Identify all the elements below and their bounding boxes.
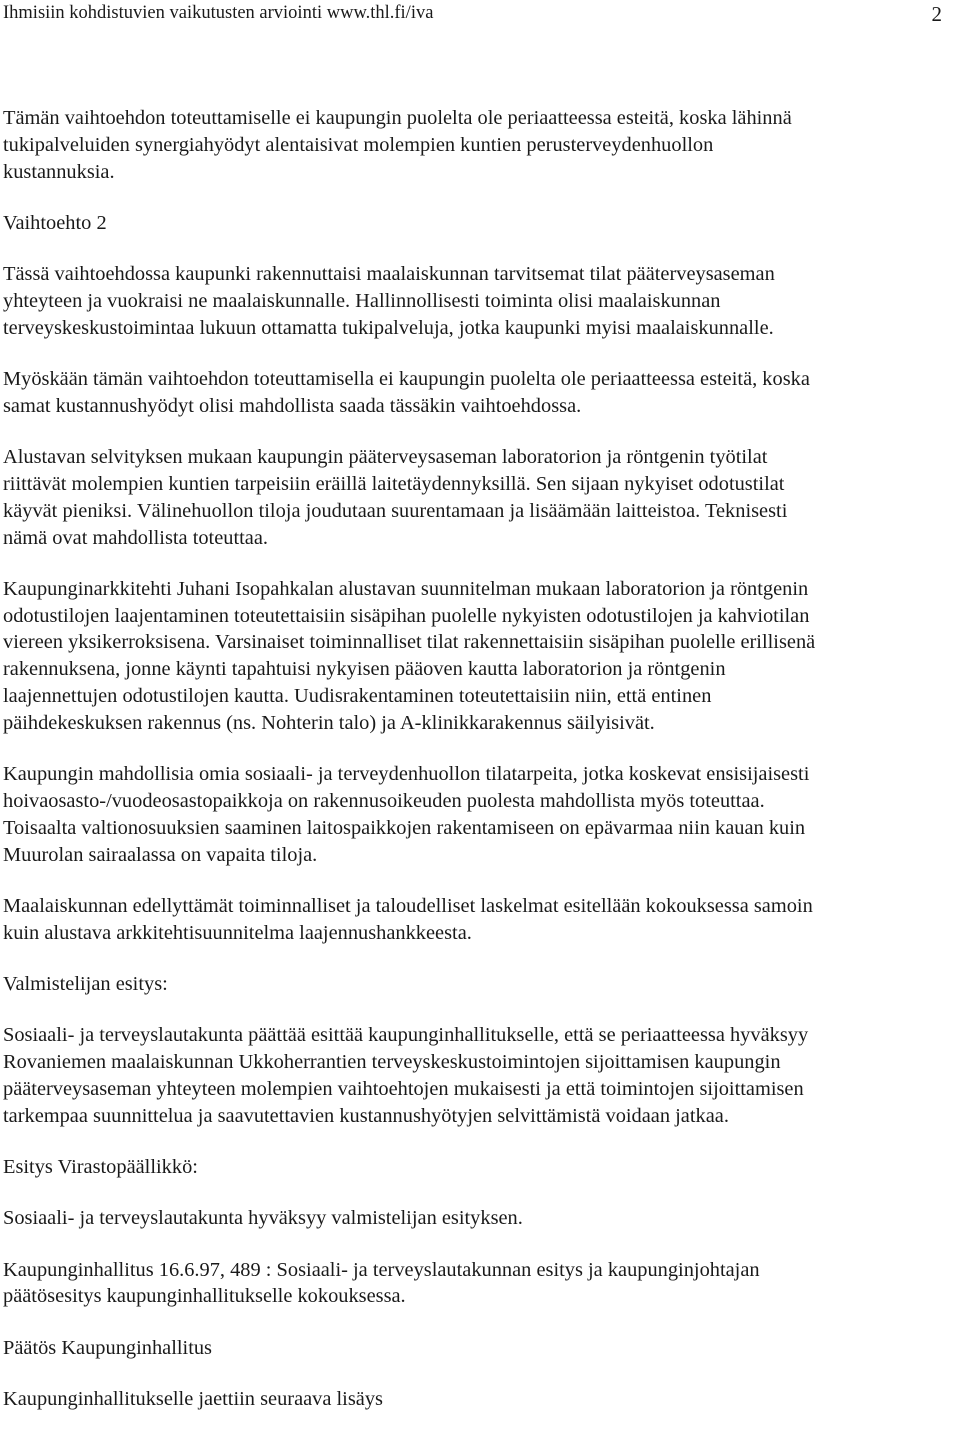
paragraph xyxy=(3,1335,948,1362)
paragraph xyxy=(3,444,948,551)
text-line: kustannuksia. xyxy=(3,160,115,183)
paragraph xyxy=(3,893,948,947)
text-line: Kaupunginhallitus 16.6.97, 489 : Sosiaali- ja terveyslautakunnan esitys ja kaupunginjohtajan xyxy=(3,1258,760,1281)
text-line: päätösesitys kaupunginhallitukselle kokouksessa. xyxy=(3,1285,406,1308)
paragraph xyxy=(3,1154,948,1181)
text-line: Toisaalta valtionosuuksien saaminen laitospaikkojen rakentamiseen on epävarmaa niin kauan kuin xyxy=(3,816,806,839)
text-line: rakennuksena, jonne käynti tapahtuisi nykyisen pääoven kautta laboratorion ja röntgenin xyxy=(3,658,726,681)
text-line: samat kustannushyödyt olisi mahdollista saada tässäkin vaihtoehdossa. xyxy=(3,394,582,417)
text-line: laajennettujen odotustilojen kautta. Uudisrakentaminen toteutettaisiin niin, että entinen xyxy=(3,685,712,708)
text-line: kuin alustava arkkitehtisuunnitelma laajennushankkeesta. xyxy=(3,921,472,944)
text-line: pääterveysaseman yhteyteen molempien vaihtoehtojen mukaisesti ja että toimintojen sijoittamisen xyxy=(3,1077,804,1100)
text-line: Alustavan selvityksen mukaan kaupungin pääterveysaseman laboratorion ja röntgenin työtilat xyxy=(3,446,768,469)
text-line: käyvät pieniksi. Välinehuollon tiloja joudutaan suurentamaan ja lisäämään laitteistoa. Teknisesti xyxy=(3,499,788,522)
paragraph xyxy=(3,366,948,420)
text-line: Tässä vaihtoehdossa kaupunki rakennuttaisi maalaiskunnan tarvitsemat tilat pääterveysaseman xyxy=(3,263,775,286)
text-line: Esitys Virastopäällikkö: xyxy=(3,1155,198,1178)
paragraph xyxy=(3,1386,948,1413)
text-line: Vaihtoehto 2 xyxy=(3,211,107,234)
paragraph xyxy=(3,971,948,998)
text-line: viereen yksikerroksisena. Varsinaiset toiminnalliset tilat rakennettaisiin sisäpihan puolelle erillisenä xyxy=(3,631,816,654)
paragraph xyxy=(3,105,948,185)
text-line: Valmistelijan esitys: xyxy=(3,972,168,995)
page-number: 2 xyxy=(931,2,942,26)
text-line: Tämän vaihtoehdon toteuttamiselle ei kaupungin puolelta ole periaatteessa esteitä, koska lähinnä xyxy=(3,107,792,129)
text-line: tarkempaa suunnittelua ja saavutettavien kustannushyötyjen selvittämistä voidaan jatkaa. xyxy=(3,1104,729,1127)
text-line: Sosiaali- ja terveyslautakunta päättää esittää kaupunginhallitukselle, että se periaatteessa hyväksyy xyxy=(3,1024,809,1047)
page-header xyxy=(3,0,942,26)
text-line: Päätös Kaupunginhallitus xyxy=(3,1336,212,1359)
text-line: Maalaiskunnan edellyttämät toiminnalliset ja taloudelliset laskelmat esitellään kokouksessa samoin xyxy=(3,894,813,917)
text-line: Kaupungin mahdollisia omia sosiaali- ja terveydenhuollon tilatarpeita, jotka koskevat ensisijaisesti xyxy=(3,763,810,786)
text-line: Rovaniemen maalaiskunnan Ukkoherrantien terveyskeskustoimintojen sijoittamisen kaupungin xyxy=(3,1051,781,1074)
text-line: yhteyteen ja vuokraisi ne maalaiskunnalle. Hallinnollisesti toiminta olisi maalaiskunnan xyxy=(3,289,721,312)
text-line: riittävät molempien kuntien tarpeisiin eräillä laitetäydennyksillä. Sen sijaan nykyiset odotustilat xyxy=(3,472,785,495)
text-line: päihdekeskuksen rakennus (ns. Nohterin talo) ja A-klinikkarakennus säilyisivät. xyxy=(3,711,655,734)
text-line: Kaupunginhallitukselle jaettiin seuraava lisäys xyxy=(3,1387,383,1410)
text-line: Kaupunginarkkitehti Juhani Isopahkalan alustavan suunnitelman mukaan laboratorion ja röntgenin xyxy=(3,577,809,600)
text-line: tukipalveluiden synergiahyödyt alentaisivat molempien kuntien perusterveydenhuollon xyxy=(3,133,714,156)
text-line: Muurolan sairaalassa on vapaita tiloja. xyxy=(3,843,318,866)
paragraph xyxy=(3,1257,948,1311)
text-line: hoivaosasto-/vuodeosastopaikkoja on rakennusoikeuden puolesta mahdollista myös toteuttaa. xyxy=(3,789,765,812)
text-line: Sosiaali- ja terveyslautakunta hyväksyy valmistelijan esityksen. xyxy=(3,1207,523,1230)
text-line: Myöskään tämän vaihtoehdon toteuttamisella ei kaupungin puolelta ole periaatteessa esteitä, koska xyxy=(3,368,810,391)
paragraph xyxy=(3,1205,948,1232)
paragraph xyxy=(3,261,948,341)
paragraph xyxy=(3,576,948,737)
header-title: Ihmisiin kohdistuvien vaikutusten arviointi www.thl.fi/iva xyxy=(3,3,434,23)
paragraph xyxy=(3,1022,948,1129)
document-body xyxy=(3,105,948,1437)
text-line: nämä ovat mahdollista toteuttaa. xyxy=(3,526,268,549)
paragraph xyxy=(3,210,948,237)
text-line: odotustilojen laajentaminen toteutettaisiin sisäpihan puolelle nykyisten odotustilojen ja kahviotilan xyxy=(3,604,810,627)
paragraph xyxy=(3,761,948,868)
text-line: terveyskeskustoimintaa lukuun ottamatta tukipalveluja, jotka kaupunki myisi maalaiskunnalle. xyxy=(3,316,774,339)
